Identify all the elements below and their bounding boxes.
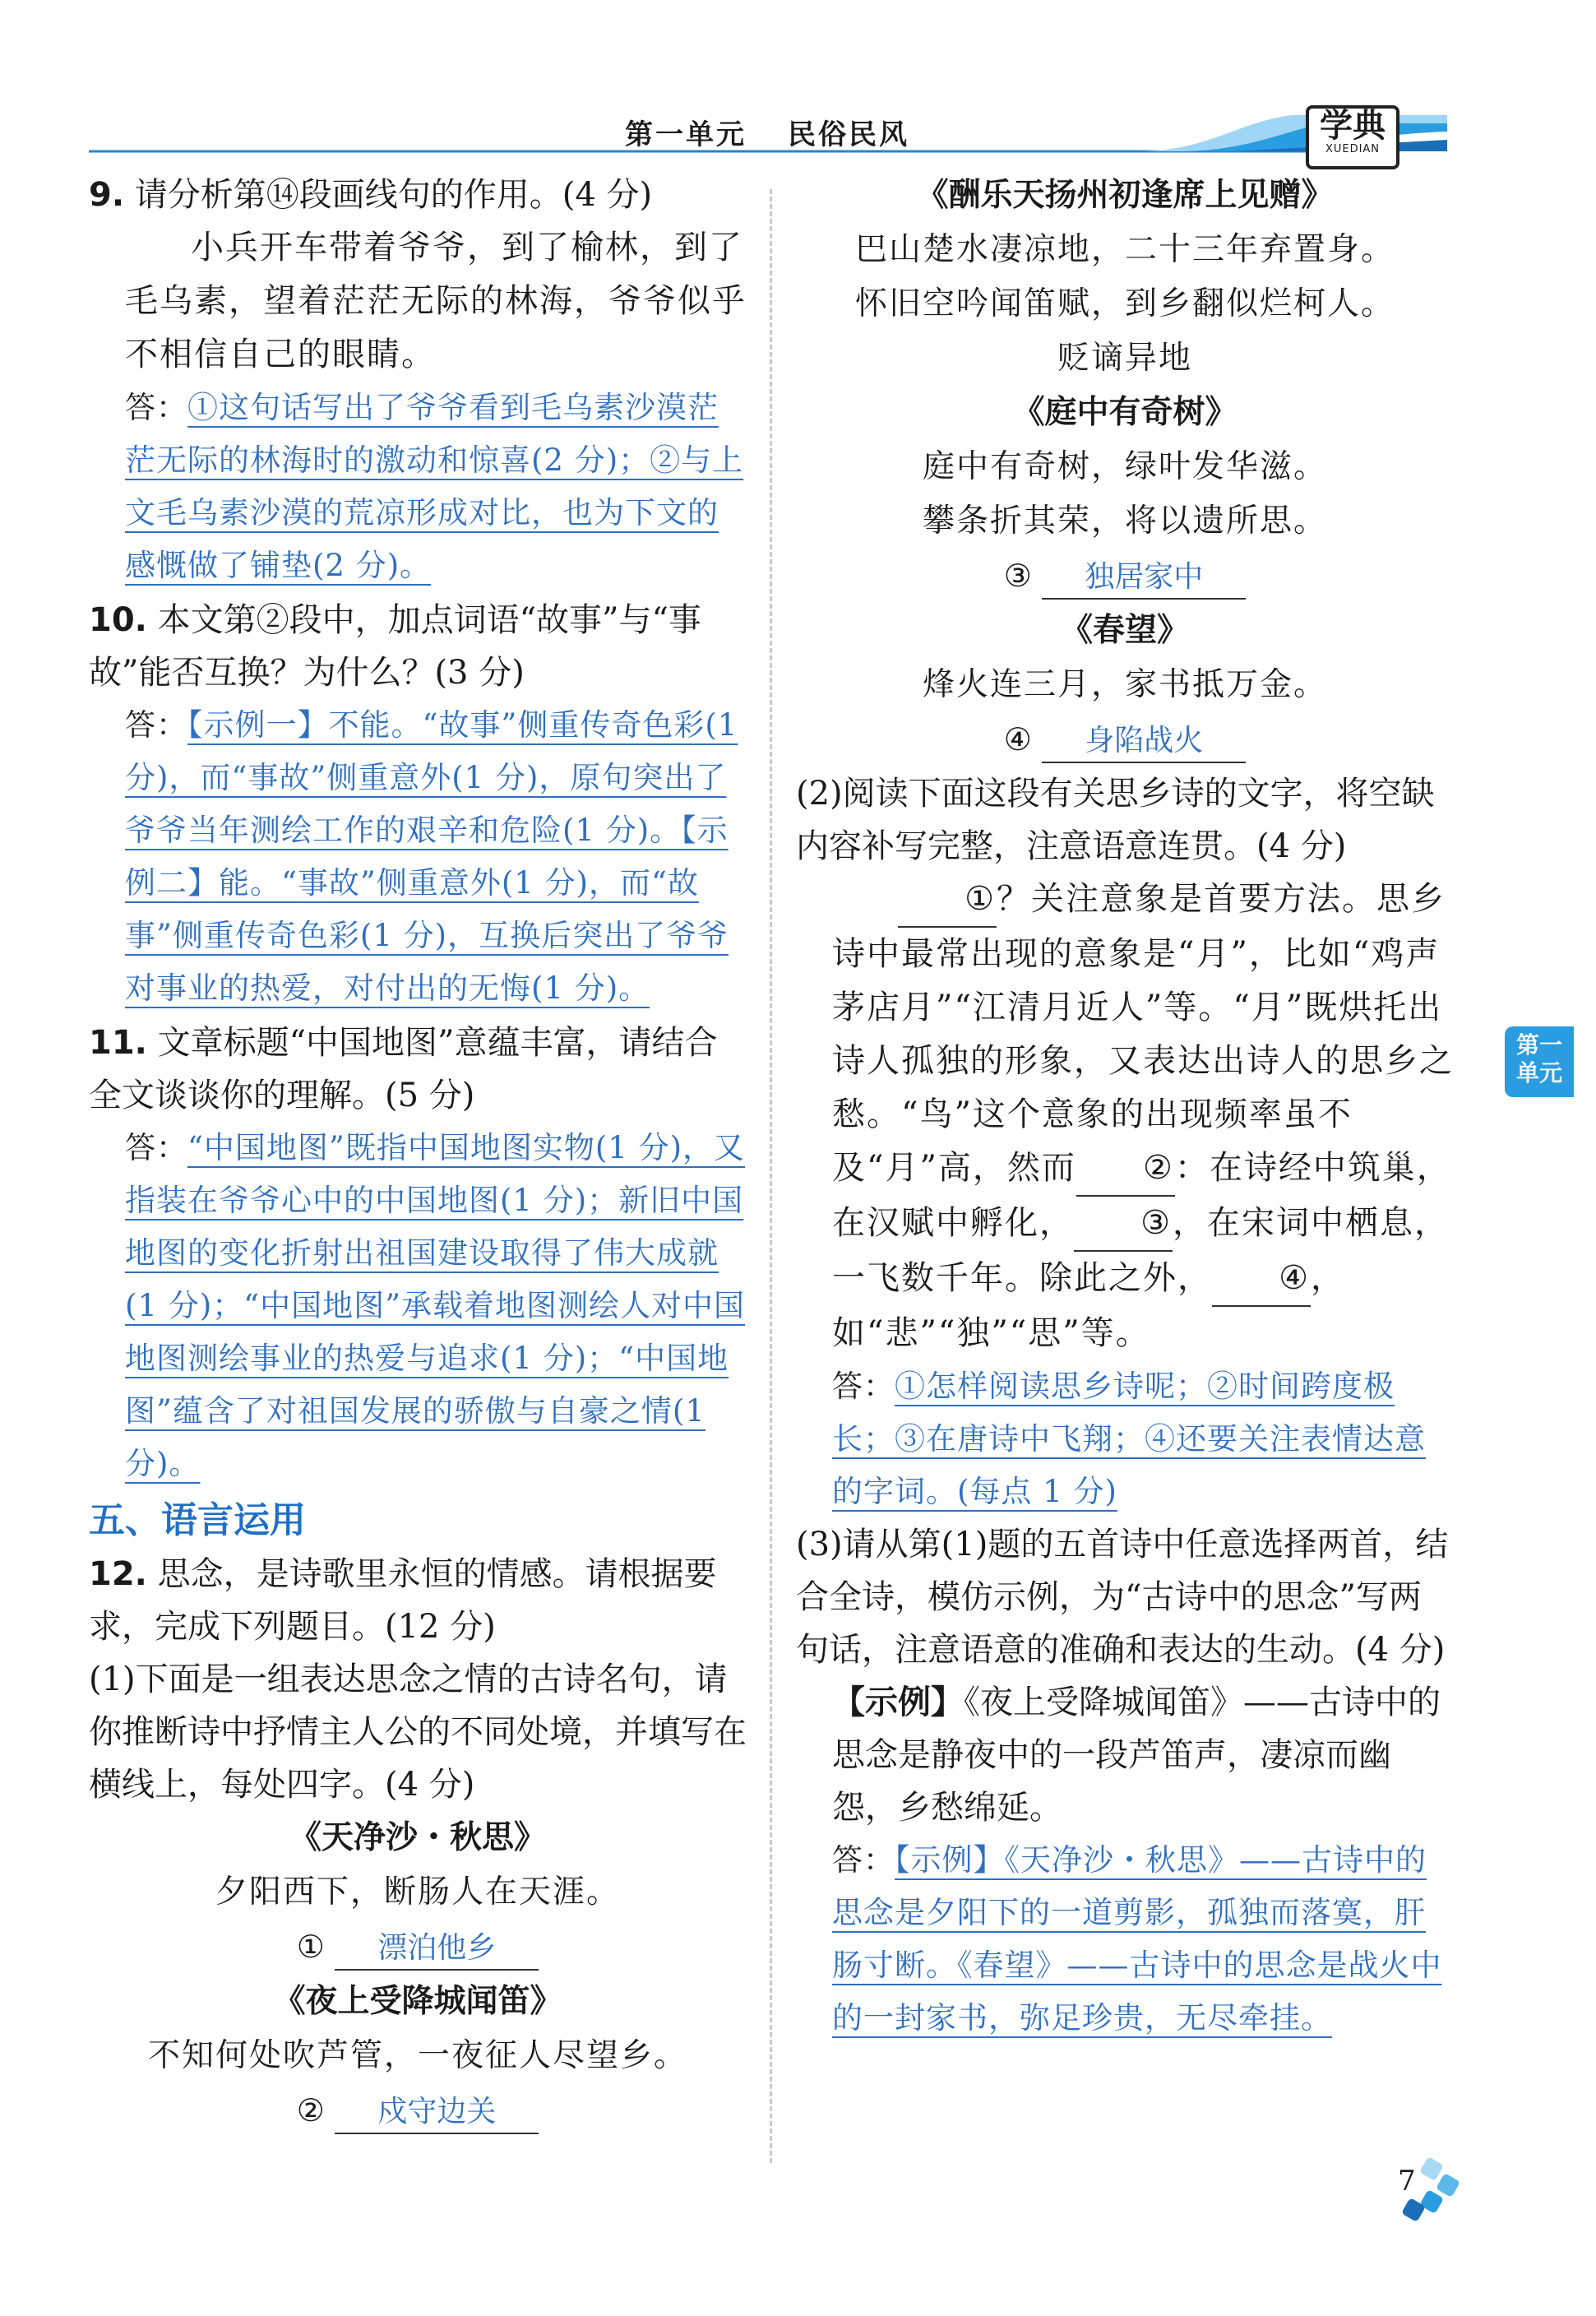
question-9 [89, 169, 747, 221]
answer-text: ①怎样阅读思乡诗呢；②时间跨度极长；③在唐诗中飞翔；④还要关注表情达意的字词。(每点 1 分) [832, 1369, 1426, 1509]
xuedian-logo [1306, 105, 1399, 169]
poem-line: 夕阳西下，断肠人在天涯。 [215, 1874, 620, 1911]
blank-answer: 身陷战火 [1042, 720, 1246, 763]
column-divider [770, 189, 772, 2163]
cloze-text: ，在宋词中栖息，一飞数千年。除此之外， [832, 1204, 1449, 1297]
poem-line: 不知何处吹芦管，一夜征人尽望乡。 [147, 2037, 687, 2074]
question-text: 文章标题“中国地图”意蕴丰富，请结合全文谈谈你的理解。(5 分) [89, 1024, 718, 1114]
sub-question-1: (1)下面是一组表达思念之情的古诗名句，请你推断诗中抒情主人公的不同处境，并填写在横线上，每处四字。(4 分) [89, 1661, 747, 1804]
fill-blank [796, 549, 1454, 604]
answer-label: 答： [832, 1369, 895, 1404]
question-text: 本文第②段中，加点词语“故事”与“事故”能否互换？为什么？(3 分) [89, 601, 701, 692]
blank-number: ② [296, 2092, 325, 2128]
question-number: 10. [89, 601, 147, 639]
poem-title: 《春望》 [1060, 612, 1189, 649]
cloze-text: ？关注意象是首要方法。思乡诗中最常出现的意象是“月”，比如“鸡声茅店月”“江清月近人”等。“月”既烘托出诗人孤独的形象，又表达出诗人的思乡之愁。“鸟”这个意象的出现频率虽不及“月”高，然而 [832, 880, 1454, 1187]
blank-answer: 漂泊他乡 [335, 1928, 539, 1971]
question-number: 11. [89, 1024, 147, 1062]
answer-label: 答： [832, 1842, 895, 1878]
left-column [89, 169, 747, 2138]
answer-text: 【示例一】不能。“故事”侧重传奇色彩(1 分)，而“事故”侧重意外(1 分)，原句突出了爷爷当年测绘工作的艰辛和危险(1 分)。【示例二】能。“事故”侧重意外(1 分)，而“故事”侧重传奇色彩(1 分)，互换后突出了爷爷对事业的热爱，对付出的无悔(1 分)。 [125, 707, 738, 1006]
poem-situation-note: 贬谪异地 [1057, 340, 1192, 377]
unit-side-tab [1505, 1026, 1574, 1097]
answer-text: “中国地图”既指中国地图实物(1 分)，又指装在爷爷心中的中国地图(1 分)；新旧中国地图的变化折射出祖国建设取得了伟大成就(1 分)；“中国地图”承载着地图测绘人对中国地图测绘事业的热爱与追求(1 分)；“中国地图”蕴含了对祖国发展的骄傲与自豪之情(1 分)。 [125, 1130, 746, 1481]
blank-number: ④ [1003, 721, 1032, 757]
poem-block [89, 1811, 747, 1975]
cloze-paragraph [796, 873, 1454, 1360]
right-column [796, 169, 1454, 2045]
question-number: 9. [89, 176, 125, 214]
answer-block [89, 1122, 747, 1490]
question-number: 12. [89, 1555, 147, 1593]
cloze-blank: ② [1076, 1142, 1175, 1197]
logo-main-text: 学典 [1320, 107, 1386, 145]
cloze-text: ，如“悲”“独”“思”等。 [832, 1259, 1345, 1352]
poem-line: 怀旧空吟闻笛赋，到乡翻似烂柯人。 [854, 285, 1395, 322]
poem-line: 巴山楚水凄凉地，二十三年弃置身。 [854, 231, 1395, 268]
blank-answer: 独居家中 [1042, 557, 1246, 600]
poem-title: 《夜上受降城闻笛》 [273, 1983, 562, 2020]
fill-blank [89, 2083, 747, 2138]
poem-title: 《酬乐天扬州初逢席上见赠》 [916, 177, 1334, 214]
blank-answer: 戍守边关 [335, 2091, 539, 2134]
poem-title: 《庭中有奇树》 [1012, 394, 1237, 431]
answer-block [796, 1360, 1454, 1518]
answer-block [89, 382, 747, 592]
poem-block [796, 386, 1454, 604]
poem-line: 庭中有奇树，绿叶发华滋。 [922, 448, 1327, 485]
side-tab-line: 第一 [1515, 1031, 1562, 1058]
fill-blank [89, 1920, 747, 1975]
poem-block [89, 1975, 747, 2138]
cloze-blank: ③ [1074, 1197, 1173, 1252]
fill-blank [796, 712, 1454, 767]
answer-block [796, 1834, 1454, 2045]
answer-text: 【示例】《天净沙・秋思》——古诗中的思念是夕阳下的一道剪影，孤独而落寞，肝肠寸断。《春望》——古诗中的思念是战火中的一封家书，弥足珍贵，无尽牵挂。 [832, 1842, 1442, 2036]
answer-label: 答： [125, 1130, 187, 1165]
logo-sub-text: XUEDIAN [1325, 143, 1381, 155]
answer-label: 答： [125, 707, 187, 743]
question-12 [89, 1548, 747, 1653]
header-topic: 民俗民风 [788, 118, 909, 151]
page-number: 7 [1398, 2165, 1416, 2198]
answer-text: ①这句话写出了爷爷看到毛乌素沙漠茫茫无际的林海时的激动和惊喜(2 分)；②与上文毛乌素沙漠的荒凉形成对比，也为下文的感慨做了铺垫(2 分)。 [125, 390, 744, 583]
blank-number: ① [296, 1929, 325, 1965]
example-text: 《夜上受降城闻笛》——古诗中的思念是静夜中的一段芦笛声，凄凉而幽怨，乡愁绵延。 [832, 1684, 1441, 1827]
poem-line: 烽火连三月，家书抵万金。 [922, 666, 1327, 703]
poem-line: 攀条折其荣，将以遗所思。 [922, 503, 1327, 540]
poem-block [796, 169, 1454, 386]
answer-block [89, 699, 747, 1015]
poem-title: 《天净沙・秋思》 [289, 1819, 546, 1856]
question-11 [89, 1017, 747, 1122]
section-heading: 五、语言运用 [89, 1499, 306, 1541]
question-text: 请分析第⑭段画线句的作用。(4 分) [134, 176, 653, 214]
passage-excerpt: 小兵开车带着爷爷，到了榆林，到了毛乌素，望着茫茫无际的林海，爷爷似乎不相信自己的眼睛。 [125, 229, 747, 373]
poem-block [796, 604, 1454, 767]
question-10 [89, 594, 747, 699]
answer-label: 答： [125, 390, 187, 425]
question-text: 思念，是诗歌里永恒的情感。请根据要求，完成下列题目。(12 分) [89, 1555, 717, 1646]
cloze-blank: ④ [1212, 1252, 1311, 1307]
cloze-blank: ① [898, 873, 997, 928]
sub-question-3: (3)请从第(1)题的五首诗中任意选择两首，结合全诗，模仿示例，为“古诗中的思念”写两句话，注意语意的准确和表达的生动。(4 分) [796, 1526, 1449, 1669]
example-tag: 【示例】 [832, 1683, 964, 1721]
sub-question-2: (2)阅读下面这段有关思乡诗的文字，将空缺内容补写完整，注意语意连贯。(4 分) [796, 775, 1435, 865]
page-header [0, 0, 1596, 164]
blank-number: ③ [1003, 558, 1032, 594]
header-unit: 第一单元 [625, 118, 747, 151]
cloze-text: ：在诗经中筑巢，在汉赋中孵化， [832, 1149, 1451, 1242]
example-block [796, 1676, 1454, 1834]
side-tab-line: 单元 [1515, 1059, 1562, 1086]
